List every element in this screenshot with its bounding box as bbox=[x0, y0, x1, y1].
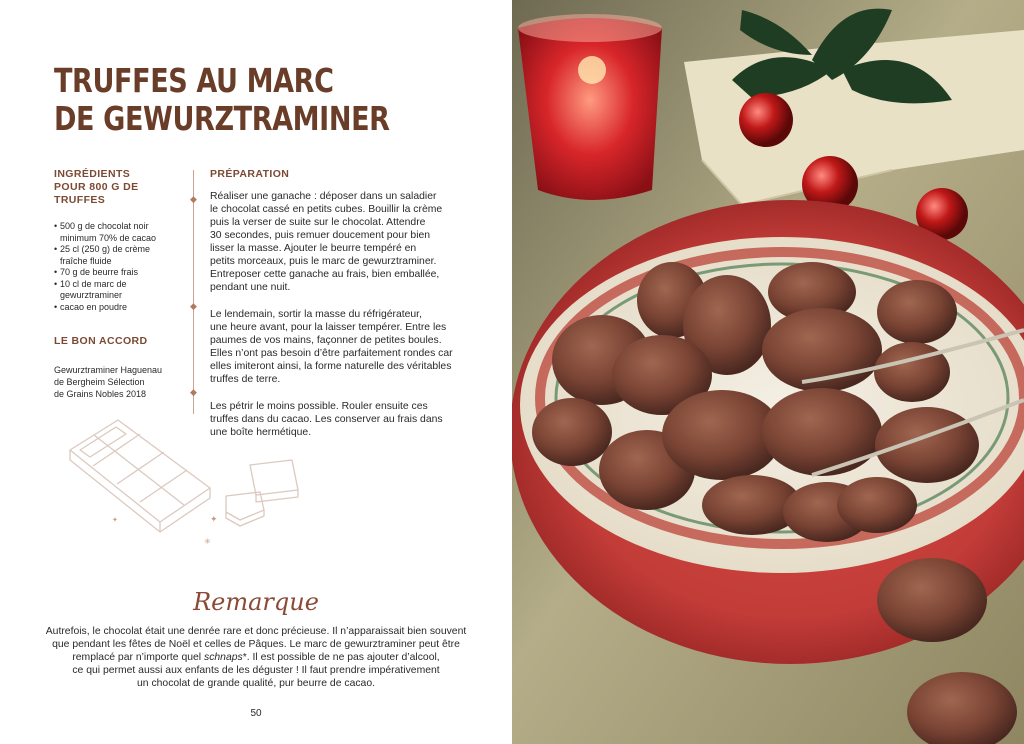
prep-line: lisser la masse. Ajouter le beurre tempéré en bbox=[210, 243, 417, 254]
remark-fragment: *. Il est possible de ne pas ajouter d’alcool, bbox=[242, 652, 440, 663]
prep-line: Les pétrir le moins possible. Rouler ensuite ces bbox=[210, 401, 428, 412]
prep-line: Réaliser une ganache : déposer dans un saladier bbox=[210, 191, 437, 202]
ingredient-line: fraîche fluide bbox=[60, 255, 112, 266]
prep-line: Le lendemain, sortir la masse du réfrigérateur, bbox=[210, 309, 422, 320]
svg-text:✳: ✳ bbox=[204, 537, 211, 546]
ingredient-list bbox=[54, 221, 184, 313]
recipe-title bbox=[54, 62, 398, 138]
title-line-2: DE GEWURZTRAMINER bbox=[54, 99, 390, 138]
remark-line: Autrefois, le chocolat était une denrée rare et donc précieuse. Il n’apparaissait bien souvent bbox=[45, 626, 467, 637]
prep-line: une boîte hermétique. bbox=[210, 427, 312, 438]
prep-line: Entreposer cette ganache au frais, bien emballée, bbox=[210, 269, 440, 280]
remark-fragment: remplacé par n’importe quel bbox=[72, 652, 204, 663]
prep-line: Elles n’ont pas besoin d’être parfaitement rondes car bbox=[210, 348, 453, 359]
ingredient-item bbox=[54, 302, 184, 314]
accord-text bbox=[54, 364, 204, 400]
accord-heading: LE BON ACCORD bbox=[54, 335, 148, 347]
ingredient-item bbox=[54, 244, 184, 267]
ingredient-line: • 10 cl de marc de bbox=[60, 278, 127, 289]
ingredients-heading bbox=[54, 168, 184, 207]
remark-line: ce qui permet aussi aux enfants de les déguster ! Il faut prendre impérativement bbox=[72, 665, 440, 676]
prep-line: 30 secondes, puis remuer doucement pour bien bbox=[210, 230, 431, 241]
ingredient-line: • 25 cl (250 g) de crème bbox=[60, 244, 151, 254]
truffle-bowl-photo bbox=[512, 0, 1024, 744]
ingredient-line: minimum 70% de cacao bbox=[60, 232, 157, 243]
photo-drawing bbox=[512, 0, 1024, 744]
ingredients-heading-line-1: INGRÉDIENTS bbox=[54, 168, 131, 180]
prep-line: paumes de vos mains, façonner de petites boules. bbox=[210, 335, 442, 346]
accord-line: de Bergheim Sélection bbox=[54, 377, 145, 387]
prep-line: le chocolat cassé en petits cubes. Bouillir la crème bbox=[210, 204, 443, 215]
preparation-step bbox=[210, 190, 472, 294]
ingredients-column bbox=[54, 168, 184, 400]
column-divider bbox=[193, 170, 194, 414]
prep-line: une heure avant, pour la laisser tempérer. Entre les bbox=[210, 322, 447, 333]
prep-line: truffes de terre. bbox=[210, 374, 281, 385]
ingredients-heading-line-2: POUR 800 G DE TRUFFES bbox=[54, 181, 139, 206]
remark-title: Remarque bbox=[193, 588, 319, 616]
accord-line: Gewurztraminer Haguenau bbox=[54, 365, 163, 375]
prep-line: petits morceaux, puis le marc de gewurztraminer. bbox=[210, 256, 437, 267]
remark-line: que pendant les fêtes de Noël et celles de Pâques. Le marc de gewurztraminer peut être bbox=[52, 639, 460, 650]
ingredient-item bbox=[54, 221, 184, 244]
prep-line: truffes dans du cacao. Les conserver au frais dans bbox=[210, 414, 443, 425]
ingredient-item bbox=[54, 267, 184, 279]
remark-emphasis: schnaps bbox=[204, 652, 243, 663]
divider-star-icon: ◆ bbox=[190, 194, 197, 204]
page-number: 50 bbox=[250, 708, 262, 719]
title-line-1: TRUFFES AU MARC bbox=[54, 61, 334, 100]
svg-text:✦: ✦ bbox=[112, 516, 118, 524]
prep-line: elles imiteront ainsi, la forme naturelle des véritables bbox=[210, 361, 452, 372]
divider-star-icon: ◆ bbox=[190, 301, 197, 311]
ingredient-line: • 500 g de chocolat noir bbox=[60, 221, 149, 231]
preparation-step bbox=[210, 308, 472, 386]
preparation-heading: PRÉPARATION bbox=[210, 168, 290, 180]
accord-line: de Grains Nobles 2018 bbox=[54, 389, 147, 399]
ingredient-item bbox=[54, 279, 184, 302]
ingredient-line: gewurztraminer bbox=[60, 290, 123, 300]
remark-text bbox=[40, 625, 472, 690]
svg-text:✦: ✦ bbox=[210, 515, 218, 525]
remark-line bbox=[40, 651, 472, 664]
ingredient-line: • cacao en poudre bbox=[60, 301, 128, 312]
divider-star-icon: ◆ bbox=[190, 387, 197, 397]
ingredient-line: • 70 g de beurre frais bbox=[60, 267, 139, 277]
chocolat-bar-illustration bbox=[60, 410, 310, 560]
prep-line: pendant une nuit. bbox=[210, 282, 291, 293]
remark-line: un chocolat de grande qualité, pur beurre de cacao. bbox=[137, 678, 375, 689]
prep-line: puis la verser de suite sur le chocolat. Attendre bbox=[210, 217, 426, 228]
